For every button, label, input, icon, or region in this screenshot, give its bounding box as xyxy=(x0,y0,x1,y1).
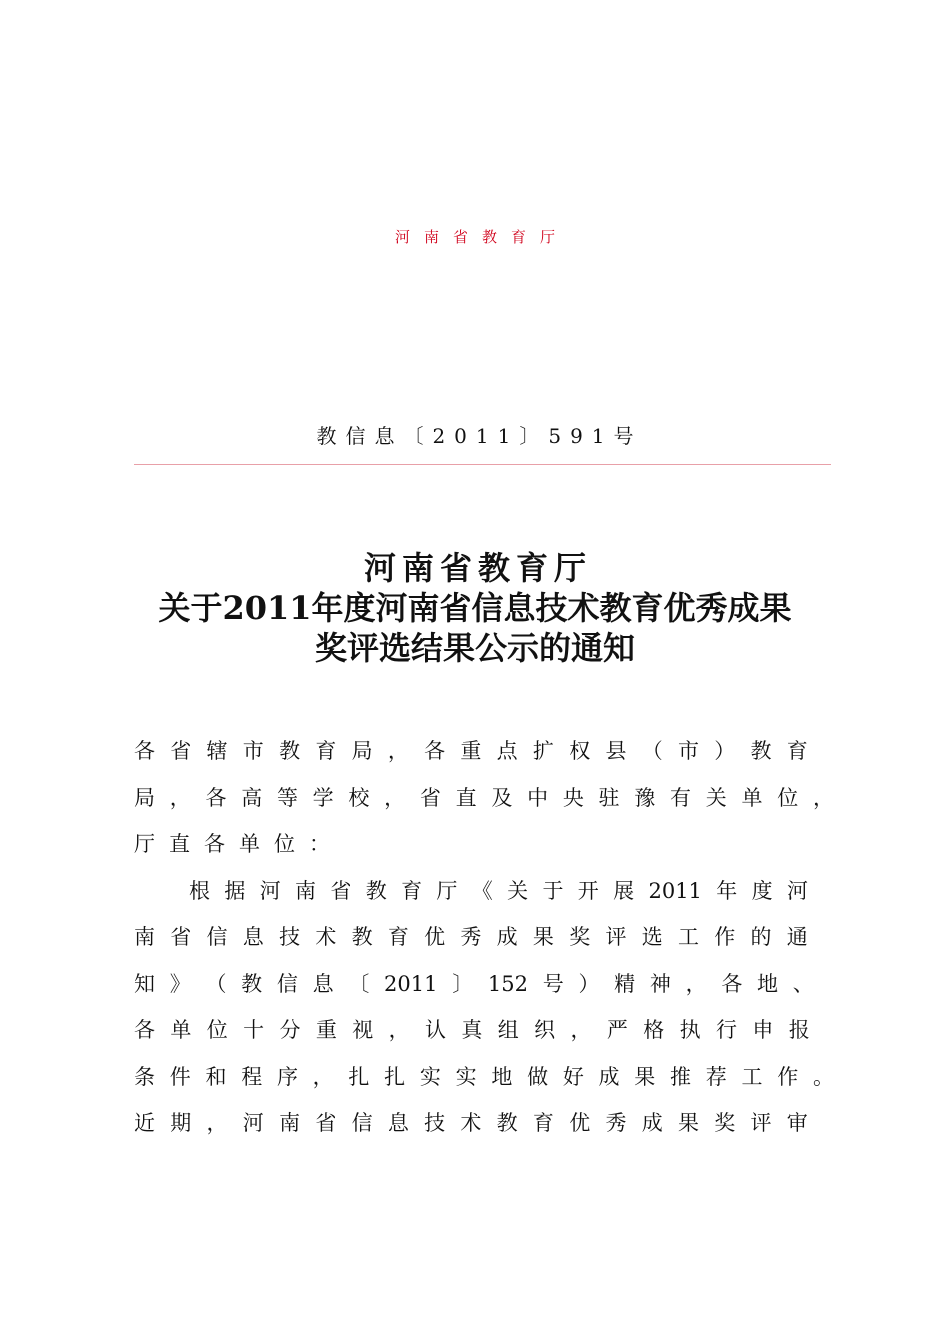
issuer-header: 河南省教育厅 xyxy=(394,228,569,246)
body-line: 厅直各单位： xyxy=(134,832,344,856)
title-line-2: 关于2011年度河南省信息技术教育优秀成果 xyxy=(158,589,792,627)
body-line: 各 单 位 十 分 重 视 ， 认 真 组 织 ， 严 格 执 行 申 报 xyxy=(134,1018,810,1042)
title-line-1: 河南省教育厅 xyxy=(363,549,592,587)
body-line: 根 据 河 南 省 教 育 厅 《 关 于 开 展 2011 年 度 河 xyxy=(189,878,808,903)
body-line: 知 》 （ 教 信 息 〔 2011 〕 152 号 ） 精 神 ， 各 地 、 xyxy=(134,971,814,996)
document-title xyxy=(0,548,950,668)
body-line: 近 期 ， 河 南 省 信 息 技 术 教 育 优 秀 成 果 奖 评 审 xyxy=(134,1111,808,1135)
body-line: 南 省 信 息 技 术 教 育 优 秀 成 果 奖 评 选 工 作 的 通 xyxy=(134,925,808,949)
document-number: 教信息〔2011〕591号 xyxy=(316,424,643,448)
body-line: 各 省 辖 市 教 育 局 ， 各 重 点 扩 权 县 （ 市 ） 教 育 xyxy=(134,739,808,763)
header-divider xyxy=(134,464,831,465)
body-line: 条 件 和 程 序 ， 扎 扎 实 实 地 做 好 成 果 推 荐 工 作 。 xyxy=(134,1064,834,1089)
document-body xyxy=(134,728,834,1147)
body-line: 局 ， 各 高 等 学 校 ， 省 直 及 中 央 驻 豫 有 关 单 位 ， xyxy=(134,785,834,810)
title-line-3: 奖评选结果公示的通知 xyxy=(314,629,635,667)
